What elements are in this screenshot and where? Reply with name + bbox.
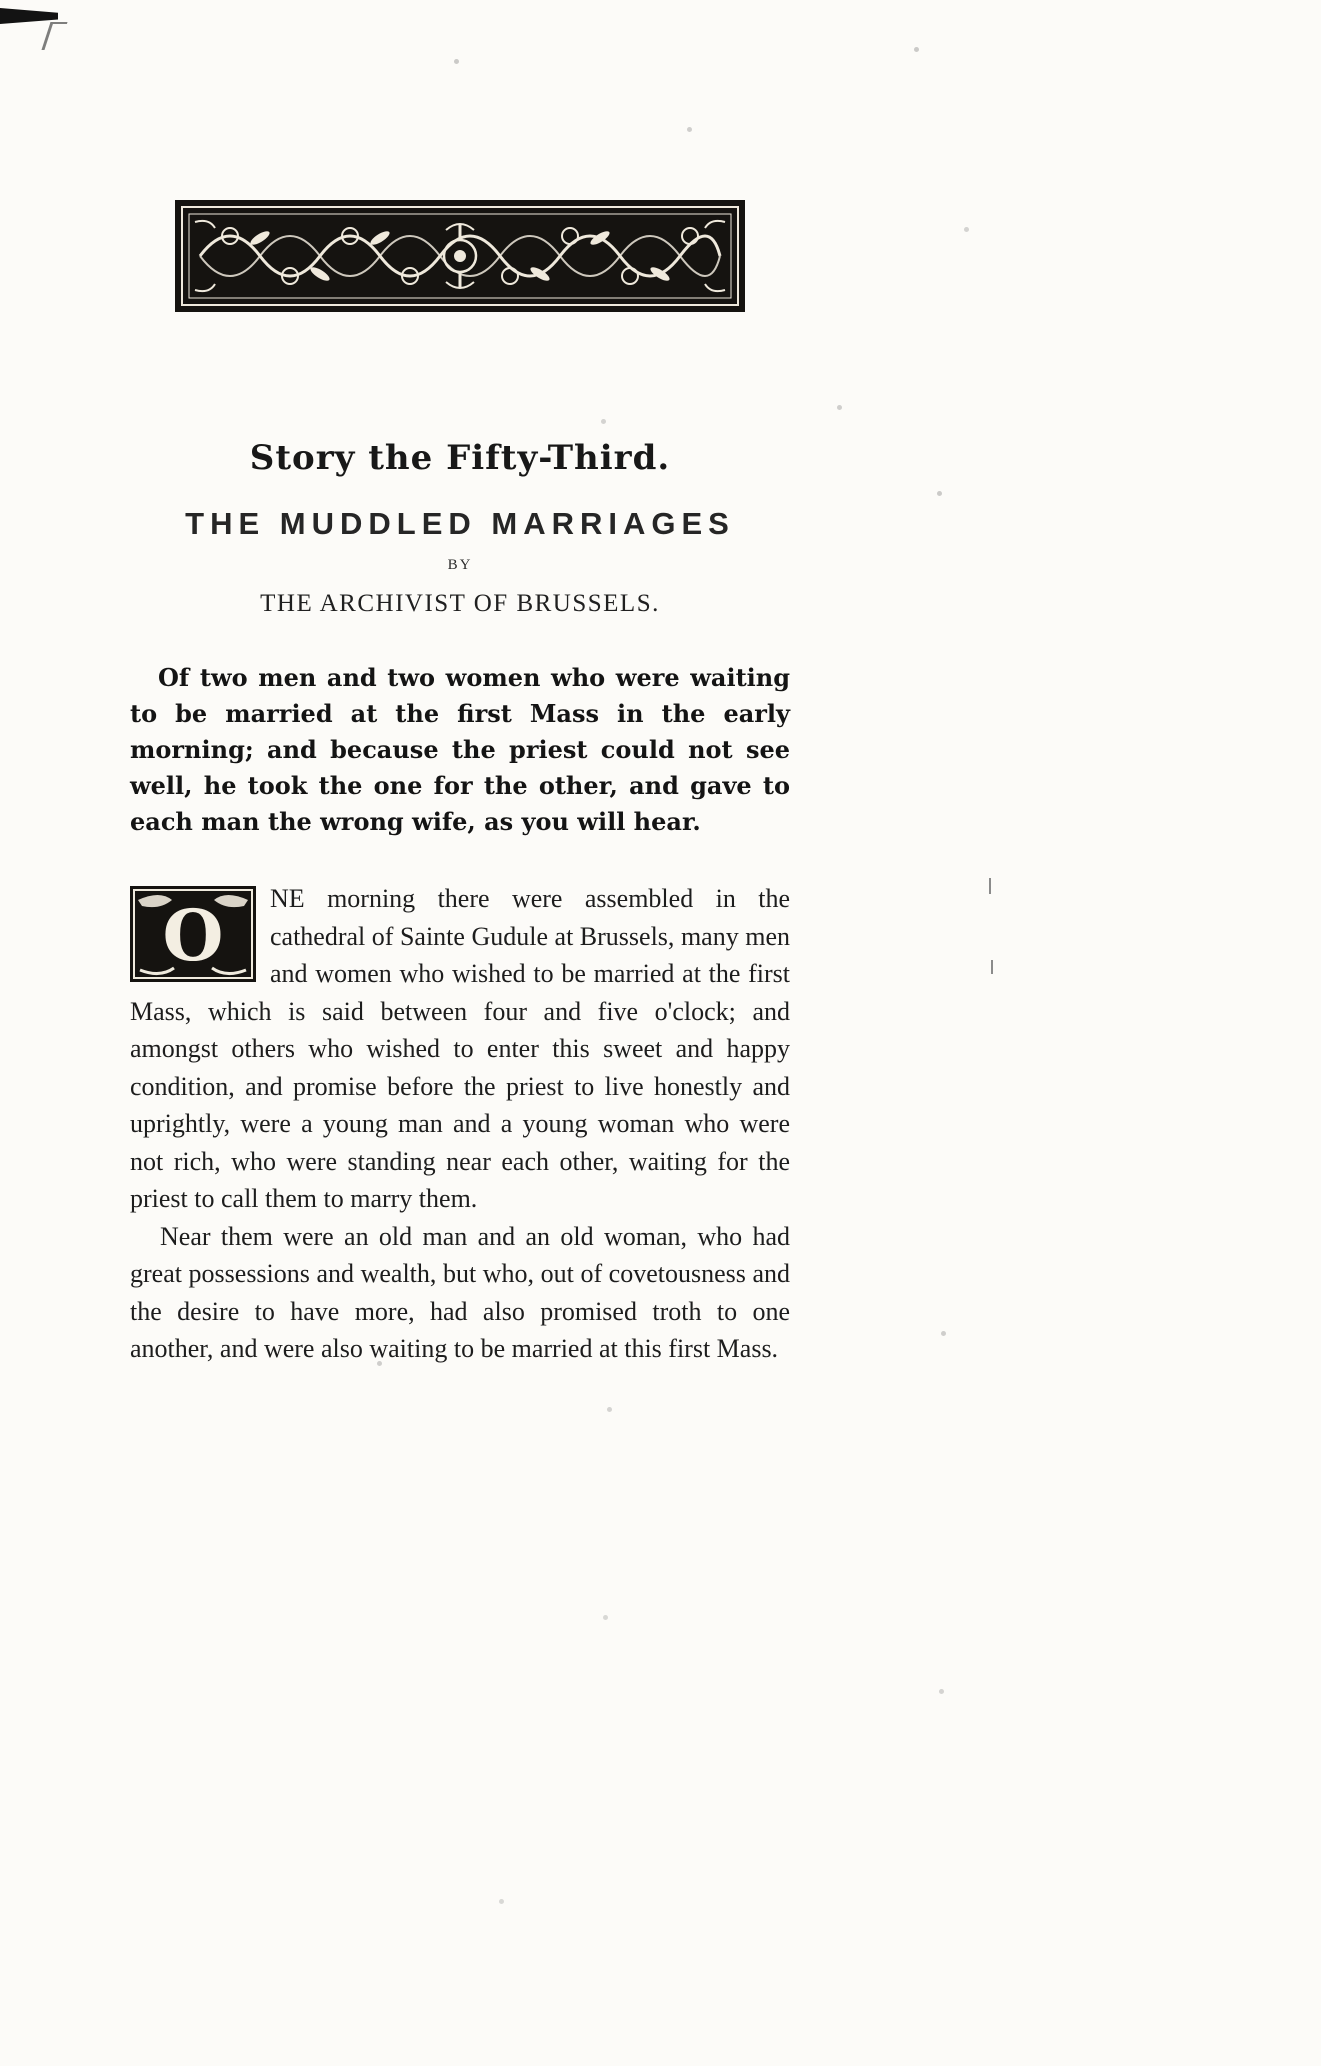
paragraph-first-text: NE morning there were assembled in the cathedral of Sainte Gudule at Brussels, many men and women who wished to be married at the first Mass, which is said between four and five o'clock; and amongst others who wished to enter this sweet and happy condition, and promise before the priest to live honestly and uprightly, were a young man and a young woman who were not rich, who were standing near each other, waiting for the priest to call them to marry them. — [130, 884, 790, 1213]
scan-artifact-flourish — [41, 22, 67, 50]
banner-engraving-image — [175, 200, 745, 312]
ornamental-header-banner — [175, 200, 745, 312]
paragraph-first — [130, 880, 790, 1218]
scan-artifact-corner — [0, 8, 58, 24]
scan-artifact-edge-mark — [991, 960, 993, 974]
drop-cap-block — [130, 886, 256, 982]
drop-cap-engraving — [130, 886, 256, 982]
author-line: THE ARCHIVIST OF BRUSSELS. — [260, 590, 660, 617]
text-column — [130, 0, 790, 1368]
story-number-heading: Story the Fifty-Third. — [249, 438, 671, 478]
drop-cap-letter: O — [162, 894, 224, 977]
story-summary: Of two men and two women who were waiting to be married at the first Mass in the early morning; and because the priest could not see well, he took the one for the other, and gave to each man the wrong wife, as you will hear. — [130, 663, 790, 836]
paragraph-second: Near them were an old man and an old woman, who had great possessions and wealth, but who, out of covetousness and the desire to have more, had also promised troth to one another, and were also waiting to be married at this first Mass. — [130, 1221, 790, 1363]
page-title: THE MUDDLED MARRIAGES — [185, 506, 735, 541]
scan-artifact-edge-mark — [989, 878, 991, 894]
byline: BY — [447, 557, 473, 573]
